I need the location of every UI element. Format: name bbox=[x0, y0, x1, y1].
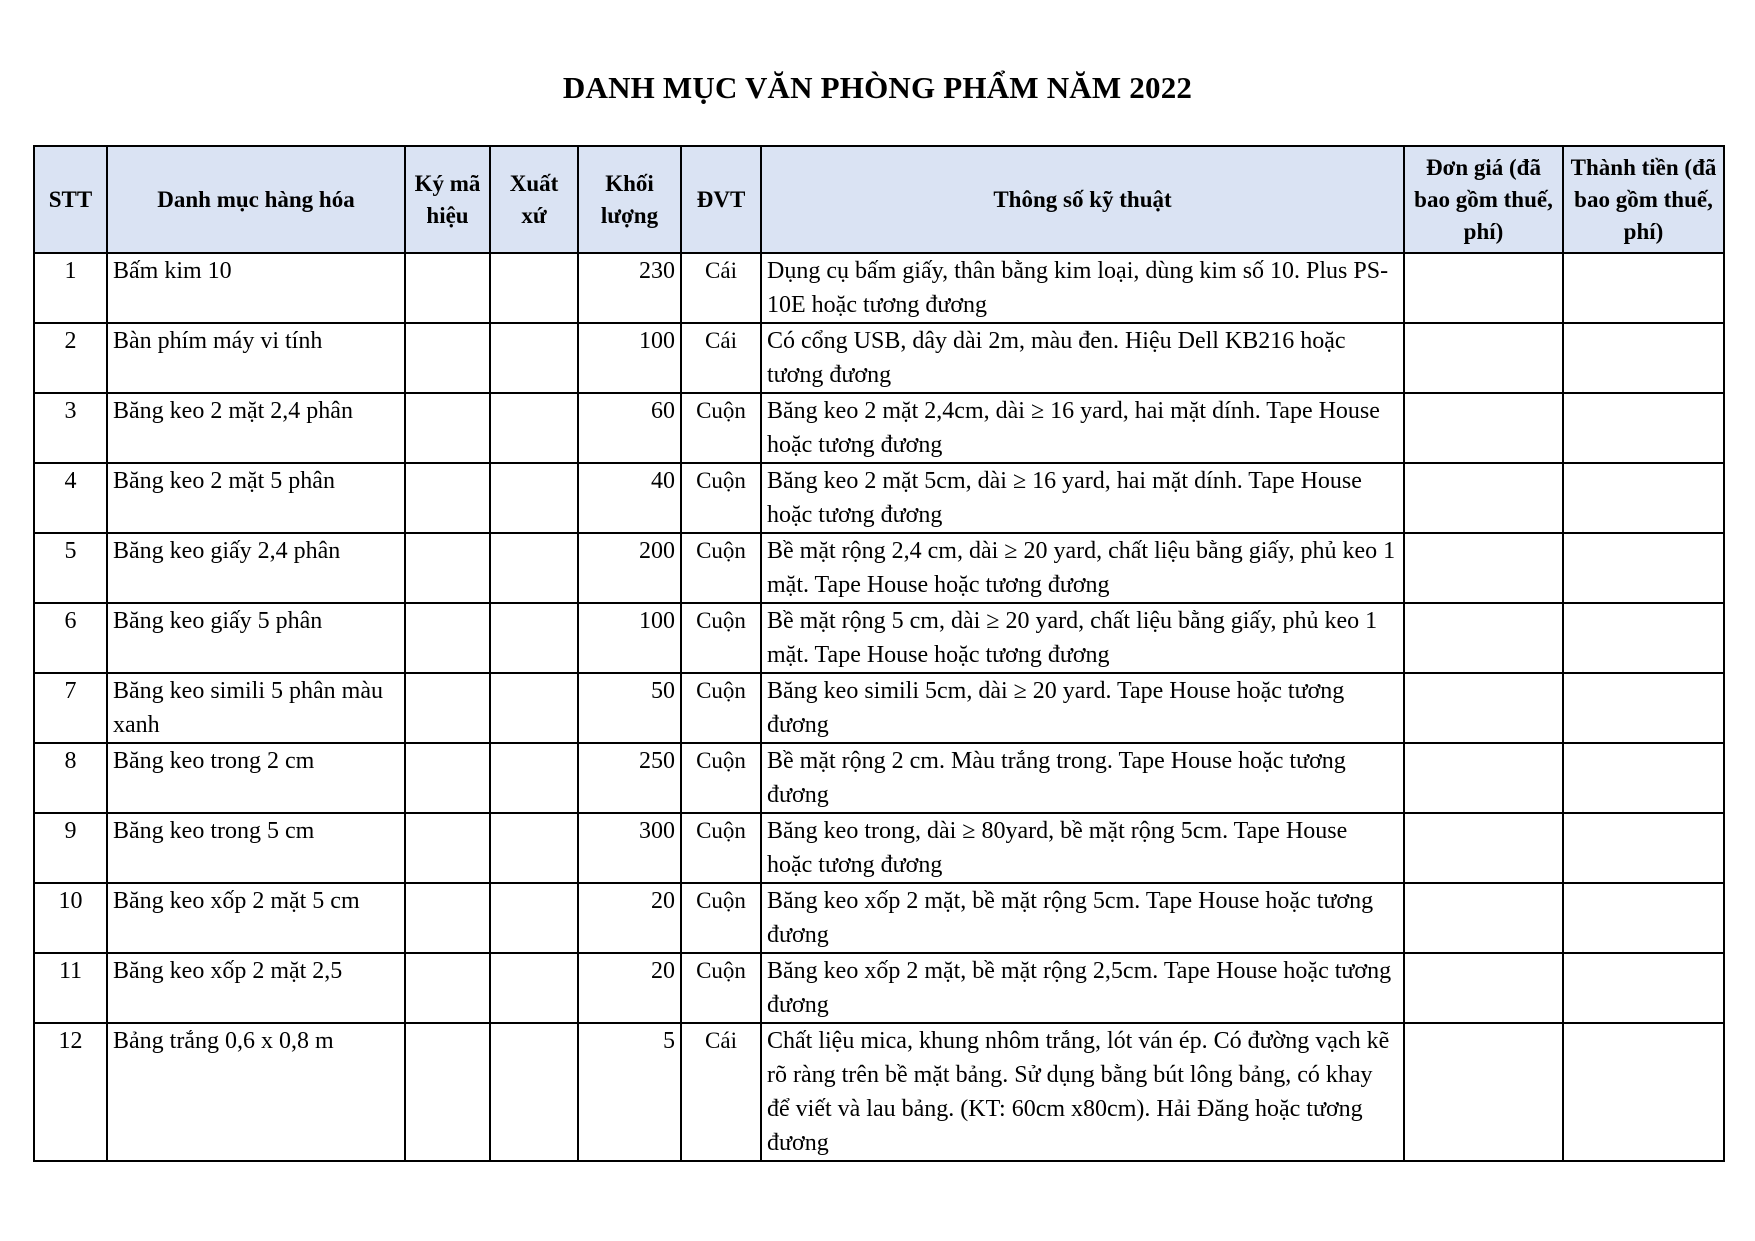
cell-unit-price bbox=[1404, 953, 1563, 1023]
cell-code bbox=[405, 673, 490, 743]
cell-total bbox=[1563, 953, 1724, 1023]
header-name: Danh mục hàng hóa bbox=[107, 146, 405, 253]
cell-code bbox=[405, 533, 490, 603]
cell-spec: Chất liệu mica, khung nhôm trắng, lót ván ép. Có đường vạch kẽ rõ ràng trên bề mặt bảng. Sử dụng bằng bút lông bảng, có khay để viết và lau bảng. (KT: 60cm x80cm). Hải Đăng hoặc tương đương bbox=[761, 1023, 1404, 1161]
cell-stt: 3 bbox=[34, 393, 107, 463]
cell-spec: Băng keo 2 mặt 2,4cm, dài ≥ 16 yard, hai mặt dính. Tape House hoặc tương đương bbox=[761, 393, 1404, 463]
cell-spec: Bề mặt rộng 2 cm. Màu trắng trong. Tape House hoặc tương đương bbox=[761, 743, 1404, 813]
cell-spec: Bề mặt rộng 5 cm, dài ≥ 20 yard, chất liệu bằng giấy, phủ keo 1 mặt. Tape House hoặc tương đương bbox=[761, 603, 1404, 673]
cell-code bbox=[405, 253, 490, 323]
header-unit-price: Đơn giá (đã bao gồm thuế, phí) bbox=[1404, 146, 1563, 253]
cell-qty: 300 bbox=[578, 813, 681, 883]
cell-origin bbox=[490, 743, 578, 813]
cell-total bbox=[1563, 813, 1724, 883]
cell-unit: Cuộn bbox=[681, 883, 761, 953]
cell-unit-price bbox=[1404, 463, 1563, 533]
cell-code bbox=[405, 323, 490, 393]
cell-name: Băng keo xốp 2 mặt 5 cm bbox=[107, 883, 405, 953]
cell-code bbox=[405, 883, 490, 953]
cell-unit-price bbox=[1404, 393, 1563, 463]
header-code: Ký mã hiệu bbox=[405, 146, 490, 253]
cell-total bbox=[1563, 743, 1724, 813]
header-unit: ĐVT bbox=[681, 146, 761, 253]
cell-name: Bấm kim 10 bbox=[107, 253, 405, 323]
cell-spec: Bề mặt rộng 2,4 cm, dài ≥ 20 yard, chất liệu bằng giấy, phủ keo 1 mặt. Tape House hoặc tương đương bbox=[761, 533, 1404, 603]
cell-qty: 200 bbox=[578, 533, 681, 603]
cell-unit: Cuộn bbox=[681, 743, 761, 813]
table-row bbox=[34, 673, 1724, 743]
cell-unit-price bbox=[1404, 813, 1563, 883]
cell-total bbox=[1563, 253, 1724, 323]
cell-qty: 100 bbox=[578, 323, 681, 393]
cell-unit: Cái bbox=[681, 323, 761, 393]
table-row bbox=[34, 1023, 1724, 1161]
cell-unit-price bbox=[1404, 743, 1563, 813]
cell-code bbox=[405, 603, 490, 673]
cell-qty: 100 bbox=[578, 603, 681, 673]
cell-total bbox=[1563, 323, 1724, 393]
cell-stt: 1 bbox=[34, 253, 107, 323]
cell-stt: 8 bbox=[34, 743, 107, 813]
cell-code bbox=[405, 463, 490, 533]
cell-qty: 50 bbox=[578, 673, 681, 743]
cell-origin bbox=[490, 253, 578, 323]
table-row bbox=[34, 883, 1724, 953]
cell-unit: Cuộn bbox=[681, 813, 761, 883]
header-qty: Khối lượng bbox=[578, 146, 681, 253]
cell-total bbox=[1563, 393, 1724, 463]
cell-unit-price bbox=[1404, 673, 1563, 743]
cell-name: Băng keo simili 5 phân màu xanh bbox=[107, 673, 405, 743]
stationery-table bbox=[33, 145, 1725, 1162]
cell-origin bbox=[490, 1023, 578, 1161]
cell-name: Băng keo giấy 5 phân bbox=[107, 603, 405, 673]
header-stt: STT bbox=[34, 146, 107, 253]
cell-qty: 250 bbox=[578, 743, 681, 813]
cell-name: Bàn phím máy vi tính bbox=[107, 323, 405, 393]
table-row bbox=[34, 603, 1724, 673]
cell-stt: 5 bbox=[34, 533, 107, 603]
cell-stt: 9 bbox=[34, 813, 107, 883]
cell-code bbox=[405, 393, 490, 463]
cell-qty: 40 bbox=[578, 463, 681, 533]
cell-total bbox=[1563, 1023, 1724, 1161]
table-row bbox=[34, 813, 1724, 883]
cell-spec: Băng keo simili 5cm, dài ≥ 20 yard. Tape House hoặc tương đương bbox=[761, 673, 1404, 743]
cell-unit-price bbox=[1404, 603, 1563, 673]
cell-qty: 230 bbox=[578, 253, 681, 323]
cell-origin bbox=[490, 673, 578, 743]
cell-spec: Băng keo 2 mặt 5cm, dài ≥ 16 yard, hai mặt dính. Tape House hoặc tương đương bbox=[761, 463, 1404, 533]
cell-unit-price bbox=[1404, 883, 1563, 953]
cell-name: Băng keo giấy 2,4 phân bbox=[107, 533, 405, 603]
cell-stt: 11 bbox=[34, 953, 107, 1023]
cell-stt: 4 bbox=[34, 463, 107, 533]
document-title: DANH MỤC VĂN PHÒNG PHẨM NĂM 2022 bbox=[562, 70, 1193, 105]
cell-qty: 20 bbox=[578, 953, 681, 1023]
cell-qty: 20 bbox=[578, 883, 681, 953]
cell-unit-price bbox=[1404, 253, 1563, 323]
cell-unit: Cái bbox=[681, 1023, 761, 1161]
header-total: Thành tiền (đã bao gồm thuế, phí) bbox=[1563, 146, 1724, 253]
cell-spec: Có cổng USB, dây dài 2m, màu đen. Hiệu Dell KB216 hoặc tương đương bbox=[761, 323, 1404, 393]
table-row bbox=[34, 463, 1724, 533]
cell-stt: 12 bbox=[34, 1023, 107, 1161]
cell-total bbox=[1563, 673, 1724, 743]
cell-name: Băng keo 2 mặt 2,4 phân bbox=[107, 393, 405, 463]
cell-unit-price bbox=[1404, 533, 1563, 603]
cell-origin bbox=[490, 953, 578, 1023]
cell-total bbox=[1563, 603, 1724, 673]
table-row bbox=[34, 323, 1724, 393]
cell-name: Băng keo trong 2 cm bbox=[107, 743, 405, 813]
table-row bbox=[34, 393, 1724, 463]
cell-code bbox=[405, 1023, 490, 1161]
cell-origin bbox=[490, 393, 578, 463]
cell-spec: Băng keo xốp 2 mặt, bề mặt rộng 2,5cm. Tape House hoặc tương đương bbox=[761, 953, 1404, 1023]
cell-origin bbox=[490, 603, 578, 673]
cell-stt: 6 bbox=[34, 603, 107, 673]
cell-unit: Cuộn bbox=[681, 603, 761, 673]
cell-stt: 7 bbox=[34, 673, 107, 743]
cell-code bbox=[405, 743, 490, 813]
cell-unit: Cái bbox=[681, 253, 761, 323]
cell-total bbox=[1563, 533, 1724, 603]
cell-qty: 5 bbox=[578, 1023, 681, 1161]
header-spec: Thông số kỹ thuật bbox=[761, 146, 1404, 253]
table-row bbox=[34, 743, 1724, 813]
table-row bbox=[34, 253, 1724, 323]
cell-spec: Băng keo trong, dài ≥ 80yard, bề mặt rộng 5cm. Tape House hoặc tương đương bbox=[761, 813, 1404, 883]
header-origin: Xuất xứ bbox=[490, 146, 578, 253]
table-row bbox=[34, 533, 1724, 603]
cell-origin bbox=[490, 463, 578, 533]
cell-unit: Cuộn bbox=[681, 533, 761, 603]
cell-qty: 60 bbox=[578, 393, 681, 463]
cell-stt: 2 bbox=[34, 323, 107, 393]
cell-spec: Dụng cụ bấm giấy, thân bằng kim loại, dùng kim số 10. Plus PS-10E hoặc tương đương bbox=[761, 253, 1404, 323]
cell-code bbox=[405, 953, 490, 1023]
table-row bbox=[34, 953, 1724, 1023]
cell-origin bbox=[490, 533, 578, 603]
table-header-row bbox=[34, 146, 1724, 253]
cell-unit-price bbox=[1404, 1023, 1563, 1161]
cell-origin bbox=[490, 813, 578, 883]
cell-spec: Băng keo xốp 2 mặt, bề mặt rộng 5cm. Tape House hoặc tương đương bbox=[761, 883, 1404, 953]
cell-unit-price bbox=[1404, 323, 1563, 393]
cell-unit: Cuộn bbox=[681, 393, 761, 463]
cell-origin bbox=[490, 883, 578, 953]
cell-code bbox=[405, 813, 490, 883]
cell-name: Băng keo xốp 2 mặt 2,5 bbox=[107, 953, 405, 1023]
cell-origin bbox=[490, 323, 578, 393]
cell-name: Bảng trắng 0,6 x 0,8 m bbox=[107, 1023, 405, 1161]
cell-unit: Cuộn bbox=[681, 463, 761, 533]
cell-name: Băng keo trong 5 cm bbox=[107, 813, 405, 883]
cell-unit: Cuộn bbox=[681, 673, 761, 743]
cell-stt: 10 bbox=[34, 883, 107, 953]
cell-total bbox=[1563, 463, 1724, 533]
cell-unit: Cuộn bbox=[681, 953, 761, 1023]
cell-total bbox=[1563, 883, 1724, 953]
cell-name: Băng keo 2 mặt 5 phân bbox=[107, 463, 405, 533]
